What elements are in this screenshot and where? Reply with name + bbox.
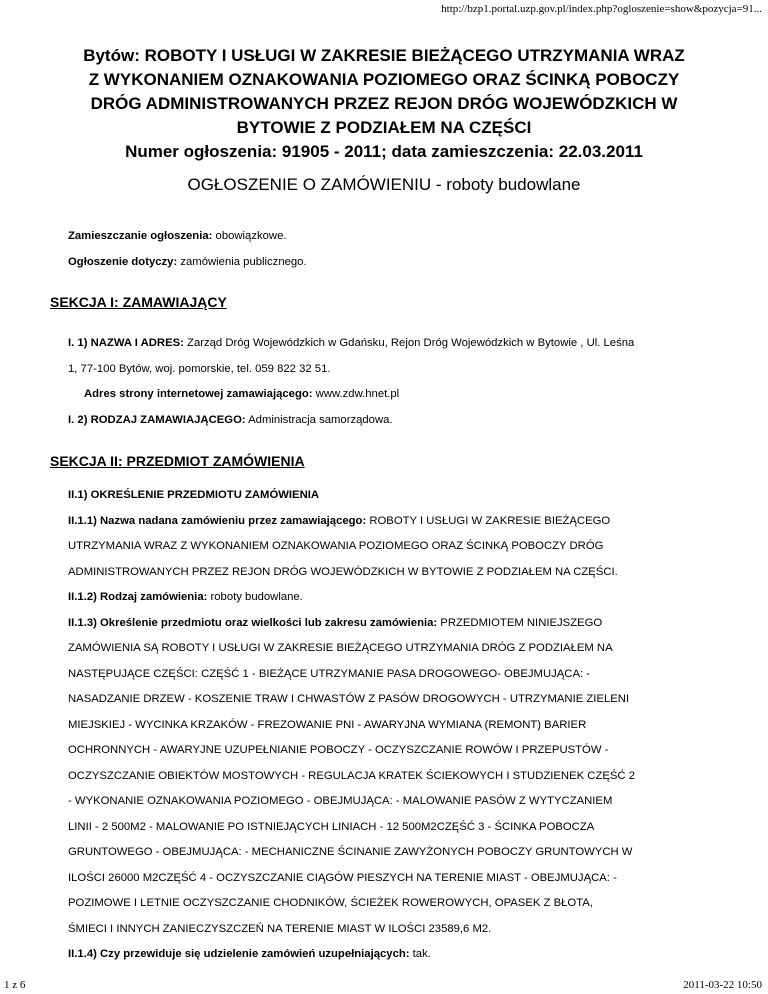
authority-type-line <box>68 408 718 434</box>
name-address-line <box>68 331 718 357</box>
scope-line: MIEJSKIEJ - WYCINKA KRZAKÓW - FREZOWANIE PNI - AWARYJNA WYMIANA (REMONT) BARIER <box>68 718 587 731</box>
contract-kind-line <box>68 585 718 611</box>
section-2-heading: SEKCJA II: PRZEDMIOT ZAMÓWIENIA <box>50 453 305 469</box>
scope-line: LINII - 2 500M2 - MALOWANIE PO ISTNIEJĄCYCH LINIACH - 12 500M2CZĘŚĆ 3 - ŚCINKA POBOCZA <box>68 820 595 833</box>
placement-value: obowiązkowe. <box>212 230 287 242</box>
contract-name-line <box>68 509 718 535</box>
concerns-label: Ogłoszenie dotyczy: <box>68 256 178 268</box>
notice-subtitle <box>40 175 728 195</box>
title-line: Z WYKONANIEM OZNAKOWANIA POZIOMEGO ORAZ ŚCINKĄ POBOCZY <box>88 70 680 89</box>
concerns-row <box>68 256 307 268</box>
scope-line: OCZYSZCZANIE OBIEKTÓW MOSTOWYCH - REGULACJA KRATEK ŚCIEKOWYCH I STUDZIENEK CZĘŚĆ 2 <box>68 769 636 782</box>
subtitle-main: OGŁOSZENIE O ZAMÓWIENIU <box>187 175 432 194</box>
scope-line: ŚMIECI I INNYCH ZANIECZYSZCZEŃ NA TERENIE MIAST W ILOŚCI 23589,6 M2. <box>68 922 492 935</box>
subtitle-rest: - roboty budowlane <box>431 175 581 194</box>
subject-block <box>68 483 718 968</box>
scope-line <box>68 611 718 637</box>
contract-name-label: II.1.1) Nazwa nadana zamówieniu przez zamawiającego: <box>68 514 367 527</box>
contract-kind-value: roboty budowlane. <box>207 591 303 603</box>
website-line <box>68 382 718 408</box>
notice-number-line: Numer ogłoszenia: 91905 - 2011; data zamieszczenia: 22.03.2011 <box>125 142 643 161</box>
scope-value: PRZEDMIOTEM NINIEJSZEGO <box>437 616 603 629</box>
website-label: Adres strony internetowej zamawiającego: <box>84 388 313 400</box>
name-address-line: 1, 77-100 Bytów, woj. pomorskie, tel. 059 822 32 51. <box>68 362 331 375</box>
supplementary-orders-line <box>68 942 718 968</box>
scope-label: II.1.3) Określenie przedmiotu oraz wielkości lub zakresu zamówienia: <box>68 616 438 629</box>
concerns-value: zamówienia publicznego. <box>177 256 307 268</box>
title-line: BYTOWIE Z PODZIAŁEM NA CZĘŚCI <box>236 118 532 137</box>
scope-line: GRUNTOWEGO - OBEJMUJĄCA: - MECHANICZNE ŚCINANIE ZAWYŻONYCH POBOCZY GRUNTOWYCH W <box>68 846 633 858</box>
section-1-heading: SEKCJA I: ZAMAWIAJĄCY <box>50 294 227 310</box>
print-header-url: http://bzp1.portal.uzp.gov.pl/index.php?ogloszenie=show&pozycja=91... <box>441 3 762 15</box>
page-number: 1 z 6 <box>4 979 26 991</box>
contract-name-line: UTRZYMANIA WRAZ Z WYKONANIEM OZNAKOWANIA POZIOMEGO ORAZ ŚCINKĄ POBOCZY DRÓG <box>68 540 604 552</box>
scope-line: NASTĘPUJĄCE CZĘŚCI: CZĘŚĆ 1 - BIEŻĄCE UTRZYMANIE PASA DROGOWEGO- OBEJMUJĄCA: - <box>68 667 591 680</box>
scope-line: ZAMÓWIENIA SĄ ROBOTY I USŁUGI W ZAKRESIE BIEŻĄCEGO UTRZYMANIA DRÓG Z PODZIAŁEM NA <box>68 642 613 654</box>
notice-title <box>40 44 728 164</box>
name-address-value: Zarząd Dróg Wojewódzkich w Gdańsku, Rejon Dróg Wojewódzkich w Bytowie , Ul. Leśna <box>183 337 635 349</box>
contract-kind-label: II.1.2) Rodzaj zamówienia: <box>68 591 208 603</box>
supplementary-orders-label: II.1.4) Czy przewiduje się udzielenie zamówień uzupełniających: <box>68 948 410 960</box>
print-datetime: 2011-03-22 10:50 <box>683 979 762 991</box>
scope-line: NASADZANIE DRZEW - KOSZENIE TRAW I CHWASTÓW Z PASÓW DROGOWYCH - UTRZYMANIE ZIELENI <box>68 693 630 705</box>
scope-line: POZIMOWE I LETNIE OCZYSZCZANIE CHODNIKÓW, ŚCIEŻEK ROWEROWYCH, OPASEK Z BŁOTA, <box>68 897 593 909</box>
contract-name-value: ROBOTY I USŁUGI W ZAKRESIE BIEŻĄCEGO <box>366 514 611 527</box>
authority-type-label: I. 2) RODZAJ ZAMAWIAJĄCEGO: <box>68 413 246 426</box>
authority-type-value: Administracja samorządowa. <box>245 413 393 426</box>
subject-definition-heading: II.1) OKREŚLENIE PRZEDMIOTU ZAMÓWIENIA <box>68 489 320 501</box>
contract-name-line: ADMINISTROWANYCH PRZEZ REJON DRÓG WOJEWÓDZKICH W BYTOWIE Z PODZIAŁEM NA CZĘŚCI. <box>68 565 618 578</box>
supplementary-orders-value: tak. <box>409 948 431 960</box>
name-address-label: I. 1) NAZWA I ADRES: <box>68 337 184 349</box>
placement-row <box>68 230 287 242</box>
scope-line: OCHRONNYCH - AWARYJNE UZUPEŁNIANIE POBOCZY - OCZYSZCZANIE ROWÓW I PRZEPUSTÓW - <box>68 744 609 756</box>
title-line: Bytów: ROBOTY I USŁUGI W ZAKRESIE BIEŻĄCEGO UTRZYMANIA WRAZ <box>83 46 685 65</box>
scope-line: ILOŚCI 26000 M2CZĘŚĆ 4 - OCZYSZCZANIE CIĄGÓW PIESZYCH NA TERENIE MIAST - OBEJMUJĄCA: - <box>68 871 617 884</box>
website-value: www.zdw.hnet.pl <box>312 388 400 400</box>
contracting-authority-block <box>68 331 718 433</box>
scope-line: - WYKONANIE OZNAKOWANIA POZIOMEGO - OBEJMUJĄCA: - MALOWANIE PASÓW Z WYTYCZANIEM <box>68 795 613 807</box>
placement-label: Zamieszczanie ogłoszenia: <box>68 230 213 242</box>
title-line: DRÓG ADMINISTROWANYCH PRZEZ REJON DRÓG WOJEWÓDZKICH W <box>90 94 678 113</box>
